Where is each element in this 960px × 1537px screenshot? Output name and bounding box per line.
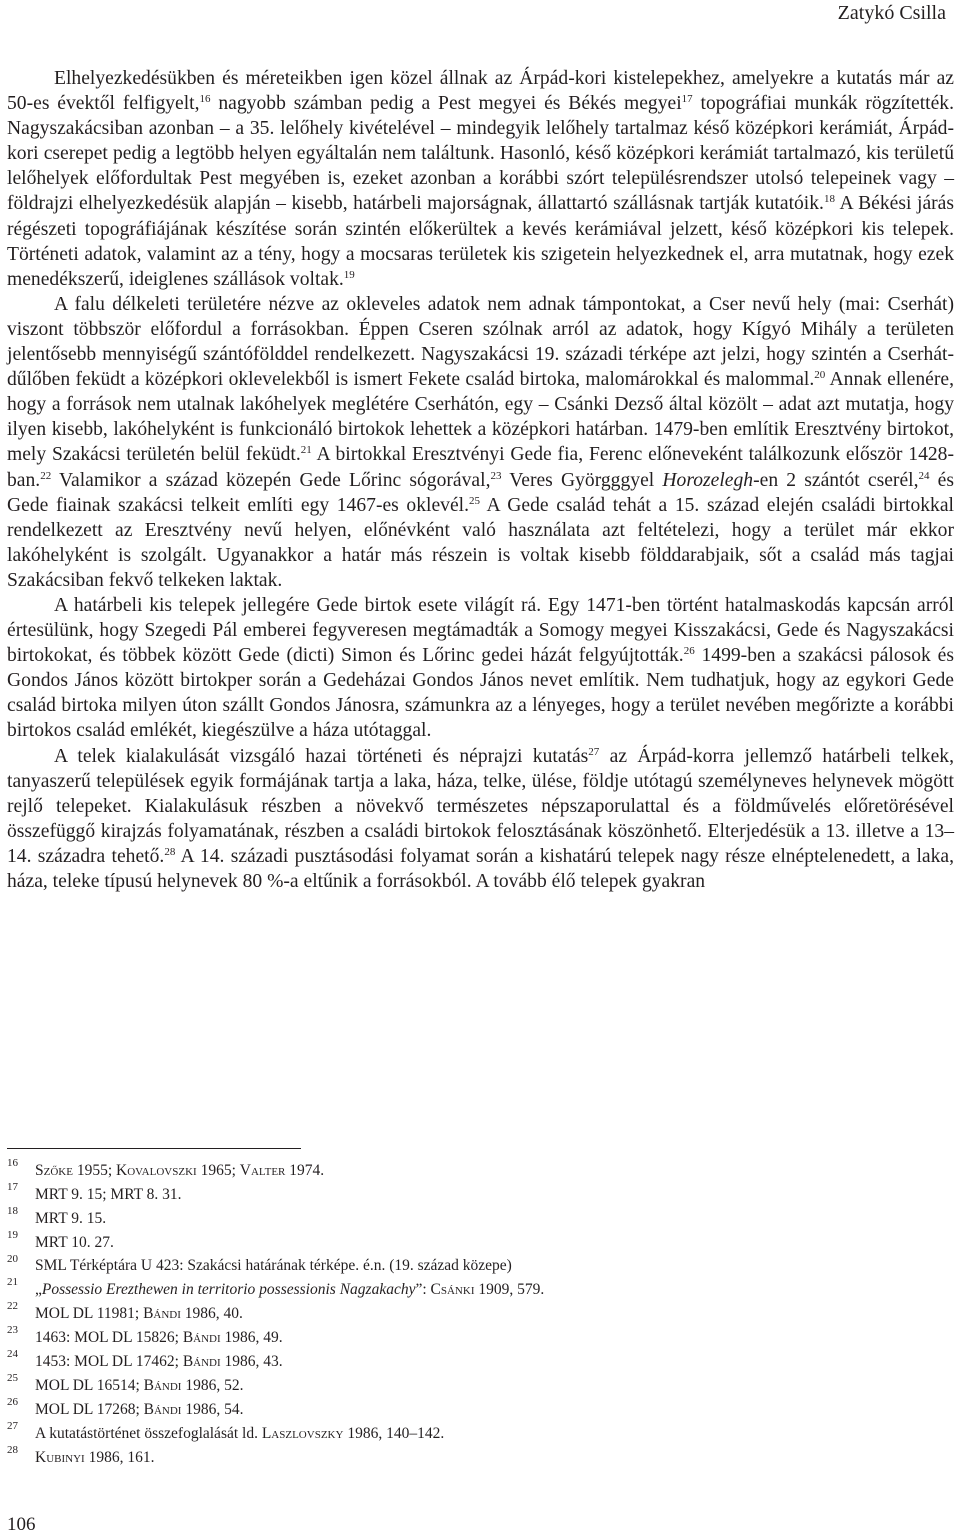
italic-text: Possessio Erezthewen in territorio possessionis Nagzakachy: [41, 1281, 416, 1299]
text-run: 1955;: [72, 1161, 117, 1179]
text-run: 1986, 43.: [220, 1353, 283, 1371]
footnote-ref: 22: [40, 469, 52, 482]
text-run: MRT 9. 15; MRT 8. 31.: [35, 1185, 182, 1203]
footnote-text: [35, 1281, 907, 1299]
footnote-number: 23: [7, 1324, 18, 1337]
author-name: Szőke: [35, 1161, 73, 1179]
footnote-number: 21: [7, 1276, 18, 1289]
text-run: A határbeli kis telepek jellegére Gede birtok esete világít rá. Egy 1471-ben történt hatalmaskodás kapcsán arról értesülünk, hogy Szegedi Pál emberei fegyveresen megtámadták a Somogy megyei Kisszakácsi, Gede és Nagyszakácsi birtokokat, és többek között Gede (dicti) Simon és Lőrinc gedei házát felgyújtották.: [7, 594, 954, 667]
text-run: SML Térképtára U 423: Szakácsi határának térképe. é.n. (19. század közepe): [35, 1257, 512, 1275]
paragraph: [7, 593, 954, 744]
footnote-text: [35, 1329, 907, 1347]
footnote-ref: 27: [588, 745, 600, 758]
footnote-number: 24: [7, 1348, 18, 1361]
footnote-number: 28: [7, 1443, 18, 1456]
paragraph: [7, 744, 954, 895]
text-run: MRT 10. 27.: [35, 1233, 114, 1251]
running-header: Zatykó Csilla: [837, 2, 946, 24]
text-run: A Gede család tehát a 15. század elején családi birtokkal rendelkezett az Eresztvény nevű helyen, előnévként való használata azt feltételezi, hogy a terület már ekkor lakóhelyként is szolgált. Ugyanakkor a határ más részein is voltak kisebb földdarabjaik, sőt a család más tagjai Szakácsiban fekvő telkeken laktak.: [7, 494, 954, 591]
text-run: A 14. századi pusztásodási folyamat során a kishatárú telepek nagy része elnéptelenedett, a laka, háza, teleke típusú helynevek 80 %-a eltűnik a forrásokból. A tovább élő telepek gyakran: [7, 845, 954, 892]
author-name: Valter: [239, 1161, 286, 1179]
footnote-text: [35, 1449, 907, 1467]
footnote-text: [35, 1210, 907, 1228]
footnote-number: 25: [7, 1372, 18, 1385]
page-number: 106: [7, 1514, 36, 1535]
text-run: 1986, 40.: [180, 1305, 243, 1323]
footnote-ref: 24: [918, 469, 930, 482]
author-name: Bándi: [182, 1353, 221, 1371]
text-run: MOL DL 16514;: [35, 1376, 144, 1394]
text-run: A birtokkal Eresztvényi Gede fia, Ferenc előneveként találkozunk először 1428-ban.: [7, 444, 954, 491]
footnote-text: [35, 1377, 907, 1395]
footnote: [7, 1347, 907, 1371]
footnotes: [7, 1156, 907, 1467]
main-text: [7, 66, 954, 894]
italic-text: Horozelegh: [662, 469, 754, 491]
author-name: Laszlovszky: [261, 1424, 344, 1442]
text-run: MRT 9. 15.: [35, 1209, 107, 1227]
text-run: 1453: MOL DL 17462;: [35, 1353, 183, 1371]
text-run: Veres Györgggyel: [501, 469, 663, 491]
text-run: Valamikor a század közepén Gede Lőrinc sógorával,: [51, 469, 491, 491]
footnote-ref: 23: [490, 469, 502, 482]
text-run: az Árpád-korra jellemző határbeli telkek, tanyaszerű települések egyik formájának tartja a laka, háza, telke, ülése, földje utótagú személyneves helynevek mögött rejlő telepeket. Kialakulásuk részben a növekvő természetes népszaporulattal és a földművelés előretörésével összefüggő kirajzás folyamatának, részben a családi birtokok felosztásának köszönhető. Elterjedésük a 13. illetve a 13–14. századra tehető.: [7, 745, 954, 867]
text-run: 1986, 54.: [181, 1400, 244, 1418]
footnote-number: 16: [7, 1157, 18, 1169]
text-run: A falu délkeleti területére nézve az okleveles adatok nem adnak támpontokat, a Cser nevű hely (mai: Cserhát) viszont többször előfordul a forrásokban. Éppen Cseren szólnak arról az adatok, hogy Kígyó Mihály a területen jelentősebb mennyiségű szántófölddel rendelkezett. Nagyszakácsi 19. századi térképe azt jelzi, hogy szintén a Cserhát-dűlőben feküdt a középkori oklevelekből is ismert Fekete család birtoka, malomárokkal és malommal.: [7, 293, 954, 391]
footnote: [7, 1156, 907, 1180]
text-run: 1974.: [285, 1161, 325, 1179]
text-run: 1463: MOL DL 15826;: [35, 1329, 183, 1347]
author-name: Bándi: [143, 1376, 182, 1394]
text-run: Annak ellenére, hogy a források nem utalnak lakóhelyek meglétére Cserhátón, egy – Csánki Dezső által közölt – adat azt mutatja, hogy ilyen kisebb, lakóhelyként is funkcionáló birtokok lehettek a középkori határban. 1479-ben említik Eresztvény birtokot, mely Szakácsi területén belül feküdt.: [7, 369, 954, 466]
footnote-text: [35, 1162, 907, 1180]
text-run: „: [35, 1281, 42, 1299]
footnote-ref: 19: [343, 268, 355, 281]
text-run: Elhelyezkedésükben és méreteikben igen közel állnak az Árpád-kori kistelepekhez, amelyekre a kutatás már az 50-es évektől felfigyelt,: [7, 68, 954, 115]
footnote: [7, 1228, 907, 1252]
footnote: [7, 1252, 907, 1276]
text-run: MOL DL 17268;: [35, 1400, 144, 1418]
text-run: 1909, 579.: [474, 1281, 545, 1299]
footnote-ref: 28: [164, 845, 176, 858]
footnote: [7, 1299, 907, 1323]
footnote-text: [35, 1305, 907, 1323]
footnote-number: 18: [7, 1204, 18, 1217]
footnote-text: [35, 1401, 907, 1419]
footnote-text: [35, 1234, 907, 1252]
footnote: [7, 1371, 907, 1395]
text-run: 1986, 52.: [181, 1376, 244, 1394]
author-name: Bándi: [182, 1329, 221, 1347]
footnote-text: [35, 1257, 907, 1275]
paragraph: [7, 66, 954, 292]
author-name: Csánki: [430, 1281, 475, 1299]
footnote-ref: 26: [683, 645, 695, 658]
footnote-ref: 18: [823, 193, 835, 206]
footnote-text: [35, 1186, 907, 1204]
text-run: -en 2 szántót cserél,: [753, 469, 919, 491]
footnote-ref: 16: [199, 93, 211, 106]
text-run: 1986, 161.: [84, 1448, 155, 1466]
footnote-number: 19: [7, 1228, 18, 1241]
footnote-number: 22: [7, 1300, 18, 1313]
footnote-number: 27: [7, 1419, 18, 1432]
footnote: [7, 1419, 907, 1443]
text-run: nagyobb számban pedig a Pest megyei és Békés megyei: [210, 93, 682, 115]
footnote-ref: 17: [681, 93, 693, 106]
footnote: [7, 1323, 907, 1347]
text-run: A kutatástörténet összefoglalását ld.: [35, 1424, 262, 1442]
text-run: ”:: [415, 1281, 431, 1299]
footnote-ref: 20: [814, 369, 826, 382]
footnote-text: [35, 1425, 907, 1443]
text-run: MOL DL 11981;: [35, 1305, 144, 1323]
author-name: Kubinyi: [35, 1448, 85, 1466]
text-run: 1499-ben a szakácsi pálosok és Gondos János között birtokper során a Gedeházai Gondos János nevet említik. Nem tudhatjuk, hogy az egykori Gede család birtoka milyen úton szállt Gondos Jánosra, számunkra az a lényeges, hogy a terület nevében megőrizte a korábbi birtokos család emlékét, kiegészülve a háza utótaggal.: [7, 645, 954, 742]
text-run: A telek kialakulását vizsgáló hazai történeti és néprajzi kutatás: [54, 745, 589, 767]
footnote-number: 17: [7, 1180, 18, 1193]
text-run: 1965;: [196, 1161, 240, 1179]
text-run: A Békési járás régészeti topográfiájának készítése során szintén előkerültek a kevés kerámiával jelzett, késő középkori kis telepek. Történeti adatok, valamint az a tény, hogy a mocsaras területek kis szigetein helyezkednek el, arra mutatnak, hogy ezek menedékszerű, ideiglenes szállások voltak.: [7, 193, 955, 290]
footnote-ref: 21: [300, 444, 312, 457]
footnote: [7, 1204, 907, 1228]
footnote-number: 26: [7, 1395, 18, 1408]
text-run: és Gede fiainak szakácsi telkeit említi egy 1467-es oklevél.: [7, 469, 954, 516]
footnote: [7, 1395, 907, 1419]
text-run: topográfiai munkák rögzítették. Nagyszakácsiban azonban – a 35. lelőhely kivételével – mindegyik lelőhely tartalmaz késő középkori kerámiát, Árpád-kori cserepet pedig a legtöbb helyen egyáltalán nem találtunk. Hasonló, késő középkori kerámiát tartalmazó, kis területű lelőhelyek előfordultak Pest megyében is, ezeket azonban a korábbi szórt településrendszer utolsó telepeinek vagy – földrajzi elhelyezkedésük alapján – kisebb, határbeli majorságnak, állattartó szállásnak tartják kutatóik.: [7, 93, 954, 215]
footnote-text: [35, 1353, 907, 1371]
text-run: 1986, 49.: [220, 1329, 283, 1347]
footnote-number: 20: [7, 1252, 18, 1265]
footnote: [7, 1275, 907, 1299]
footnote: [7, 1180, 907, 1204]
author-name: Kovalovszki: [116, 1161, 197, 1179]
text-run: 1986, 140–142.: [343, 1424, 445, 1442]
footnote-ref: 25: [469, 494, 480, 507]
footnote-separator: [7, 1148, 301, 1149]
paragraph: [7, 292, 954, 593]
author-name: Bándi: [143, 1305, 181, 1323]
author-name: Bándi: [143, 1400, 182, 1418]
footnote: [7, 1443, 907, 1467]
